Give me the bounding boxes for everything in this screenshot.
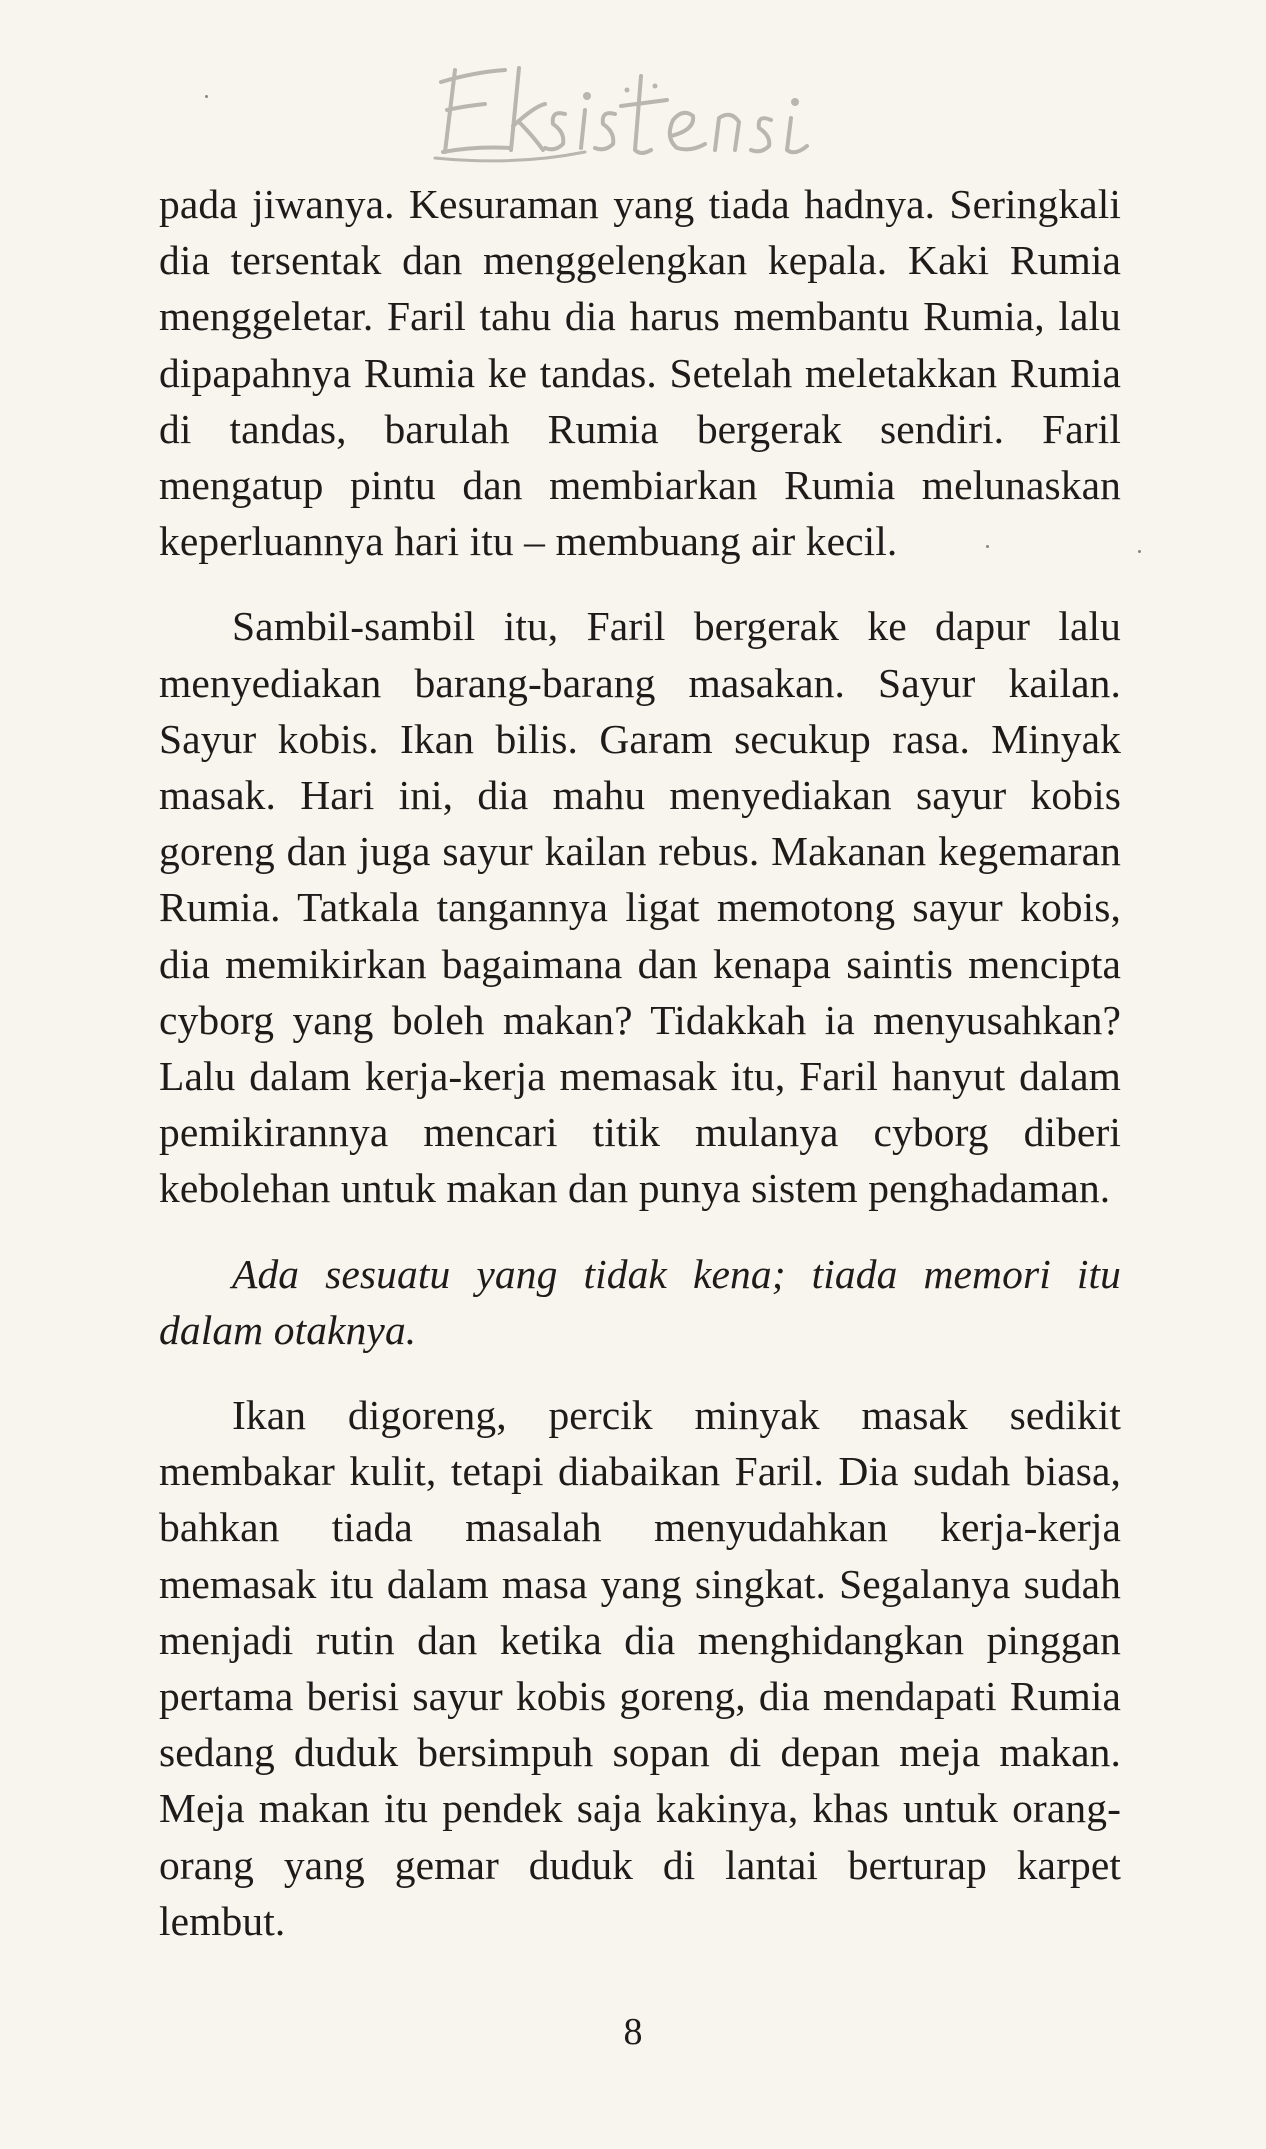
body-text bbox=[159, 176, 1121, 1949]
header-logo bbox=[415, 40, 895, 180]
paragraph: pada jiwanya. Kesuraman yang tiada hadnya. Seringkali dia tersentak dan menggelengkan kepala. Kaki Rumia menggeletar. Faril tahu dia harus membantu Rumia, lalu dipapahnya Rumia ke tandas. Setelah meletakkan Rumia di tandas, barulah Rumia bergerak sendiri. Faril mengatup pintu dan membiarkan Rumia melunaskan keperluannya hari itu – membuang air kecil. bbox=[159, 181, 1121, 565]
page-number: 8 bbox=[623, 2011, 643, 2053]
paragraph: Ikan digoreng, percik minyak masak sedikit membakar kulit, tetapi diabaikan Faril. Dia sudah biasa, bahkan tiada masalah menyudahkan kerja-kerja memasak itu dalam masa yang singkat. Segalanya sudah menjadi rutin dan ketika dia menghidangkan pinggan pertama berisi sayur kobis goreng, dia mendapati Rumia sedang duduk bersimpuh sopan di depan meja makan. Meja makan itu pendek saja kakinya, khas untuk orang-orang yang gemar duduk di lantai berturap karpet lembut. bbox=[159, 1392, 1121, 1944]
paper-speck bbox=[1138, 550, 1141, 553]
paper-speck bbox=[986, 545, 989, 548]
paragraph-italic: Ada sesuatu yang tidak kena; tiada memori itu dalam otaknya. bbox=[159, 1250, 1121, 1353]
logo-script-graphic bbox=[415, 40, 895, 180]
paper-speck bbox=[205, 95, 208, 98]
paragraph: Sambil-sambil itu, Faril bergerak ke dapur lalu menyediakan barang-barang masakan. Sayur kailan. Sayur kobis. Ikan bilis. Garam secukup rasa. Minyak masak. Hari ini, dia mahu menyediakan sayur kobis goreng dan juga sayur kailan rebus. Makanan kegemaran Rumia. Tatkala tangannya ligat memotong sayur kobis, dia memikirkan bagaimana dan kenapa saintis mencipta cyborg yang boleh makan? Tidakkah ia menyusahkan? Lalu dalam kerja-kerja memasak itu, Faril hanyut dalam pemikirannya mencari titik mulanya cyborg diberi kebolehan untuk makan dan punya sistem penghadaman. bbox=[159, 603, 1121, 1212]
